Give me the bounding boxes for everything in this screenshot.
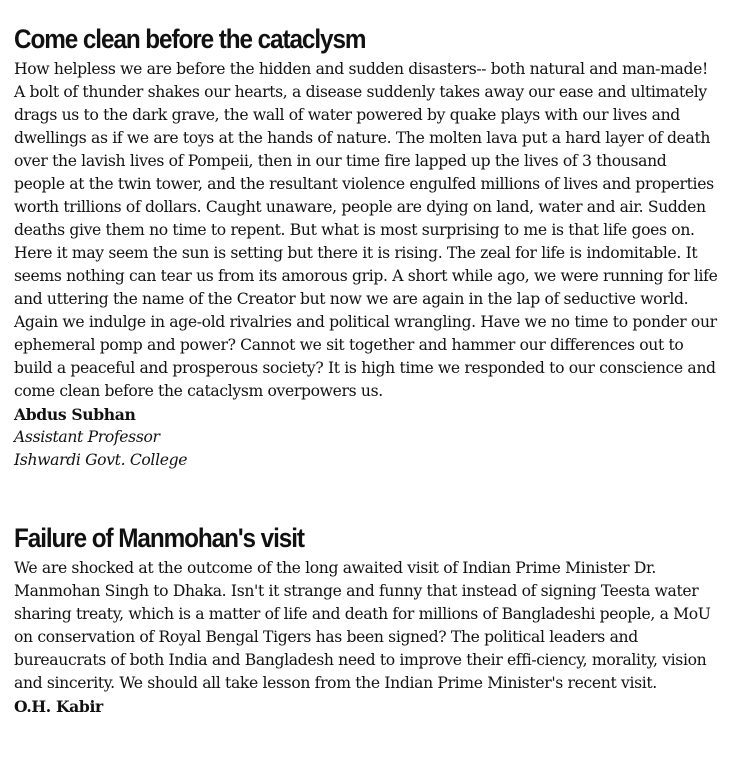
letter-author: O.H. Kabir	[14, 697, 103, 716]
letter-separator	[14, 472, 720, 521]
letter-come-clean	[14, 22, 720, 472]
letter-author-institution: Ishwardi Govt. College	[14, 451, 188, 469]
letter-headline: Come clean before the cataclysm	[14, 24, 366, 54]
letter-body: How helpless we are before the hidden and sudden disasters-- both natural and man-made! A bolt of thunder shakes our hearts, a disease suddenly takes away our ease and ultimately drags us to the dark grave, the wall of water powered by quake plays with our lives and dwellings as if we are toys at the hands of nature. The molten lava put a hard layer of death over the lavish lives of Pompeii, then in our time fire lapped up the lives of 3 thousand people at the twin tower, and the resultant violence engulfed millions of lives and properties worth trillions of dollars. Caught unaware, people are dying on land, water and air. Sudden deaths give them no time to repent. But what is most surprising to me is that life goes on. Here it may seem the sun is setting but there it is rising. The zeal for life is indomitable. It seems nothing can tear us from its amorous grip. A short while ago, we were running for life and uttering the name of the Creator but now we are again in the lap of seductive world. Again we indulge in age-old rivalries and political wrangling. Have we no time to ponder our ephemeral pomp and power? Cannot we sit together and hammer our differences out to build a peaceful and prosperous society? It is high time we responded to our conscience and come clean before the cataclysm overpowers us.	[14, 60, 718, 400]
letter-manmohan-visit	[14, 521, 720, 718]
letter-author: Abdus Subhan	[14, 405, 136, 424]
letter-author-title: Assistant Professor	[14, 428, 160, 446]
letters-page	[14, 22, 720, 718]
letter-body: We are shocked at the outcome of the long awaited visit of Indian Prime Minister Dr. Manmohan Singh to Dhaka. Isn't it strange and funny that instead of signing Teesta water sharing treaty, which is a matter of life and death for millions of Bangladeshi people, a MoU on conservation of Royal Bengal Tigers has been signed? The political leaders and bureaucrats of both India and Bangladesh need to improve their effi-ciency, morality, vision and sincerity. We should all take lesson from the Indian Prime Minister's recent visit.	[14, 559, 711, 692]
letter-headline: Failure of Manmohan's visit	[14, 523, 304, 553]
